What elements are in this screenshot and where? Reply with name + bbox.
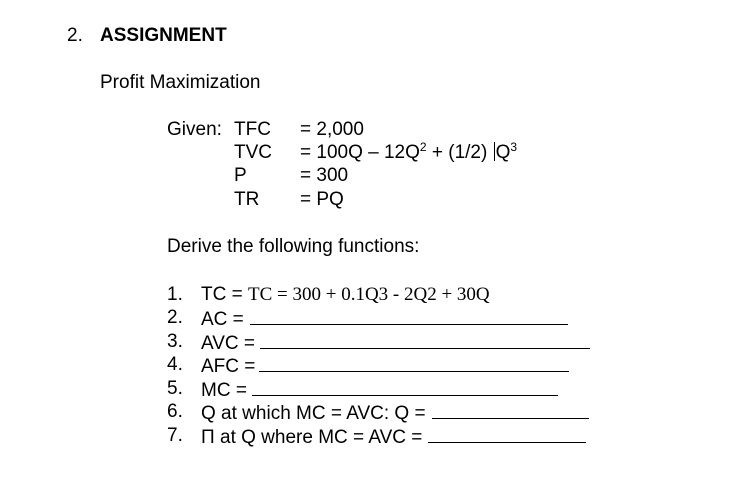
tvc-q: Q — [495, 142, 511, 163]
answer-blank[interactable] — [428, 425, 586, 443]
given-value-tvc — [300, 142, 517, 164]
given-value-p: = 300 — [300, 165, 349, 186]
subtitle: Profit Maximization — [100, 72, 261, 93]
derive-heading: Derive the following functions: — [167, 236, 420, 257]
item-label: MC = — [201, 380, 247, 401]
tvc-main: = 100Q – 12Q — [300, 142, 420, 163]
answer-blank[interactable] — [252, 378, 558, 396]
item-number: 6. — [167, 401, 183, 422]
item-ac — [201, 307, 568, 331]
item-label: AVC = — [201, 333, 256, 354]
text-cursor — [494, 142, 495, 161]
given-name-tr: TR — [234, 189, 260, 210]
given-name-tvc: TVC — [234, 142, 272, 163]
item-number: 3. — [167, 331, 183, 352]
tvc-exp-3: 3 — [510, 140, 518, 154]
tvc-mid: + (1/2) — [426, 142, 493, 163]
item-tc — [201, 284, 490, 306]
answer-blank[interactable] — [250, 307, 568, 325]
item-number: 4. — [167, 354, 183, 375]
item-mc — [201, 378, 558, 402]
item-number: 1. — [167, 284, 183, 305]
item-label: Π at Q where MC = AVC = — [201, 427, 423, 448]
answer-blank[interactable] — [432, 401, 589, 419]
item-number: 7. — [167, 425, 183, 446]
item-label: TC = — [201, 284, 248, 305]
item-q-mc-avc — [201, 401, 589, 425]
item-afc — [201, 354, 569, 378]
item-number: 5. — [167, 378, 183, 399]
item-label: Q at which MC = AVC: Q = — [201, 403, 426, 424]
given-name-p: P — [234, 165, 247, 186]
item-number: 2. — [167, 307, 183, 328]
item-profit — [201, 425, 586, 449]
answer-blank[interactable] — [259, 354, 569, 372]
item-avc — [201, 331, 590, 355]
tc-answer: TC = 300 + 0.1Q3 - 2Q2 + 30Q — [247, 284, 490, 305]
item-label: AFC = — [201, 356, 256, 377]
section-number: 2. — [67, 25, 83, 46]
given-value-tfc: = 2,000 — [300, 119, 364, 140]
tvc-exp-2: 2 — [419, 140, 427, 154]
answer-blank[interactable] — [260, 331, 590, 349]
section-title: ASSIGNMENT — [100, 25, 227, 46]
given-value-tr: = PQ — [300, 189, 344, 210]
item-label: AC = — [201, 309, 244, 330]
given-name-tfc: TFC — [234, 119, 271, 140]
given-label: Given: — [167, 119, 222, 140]
